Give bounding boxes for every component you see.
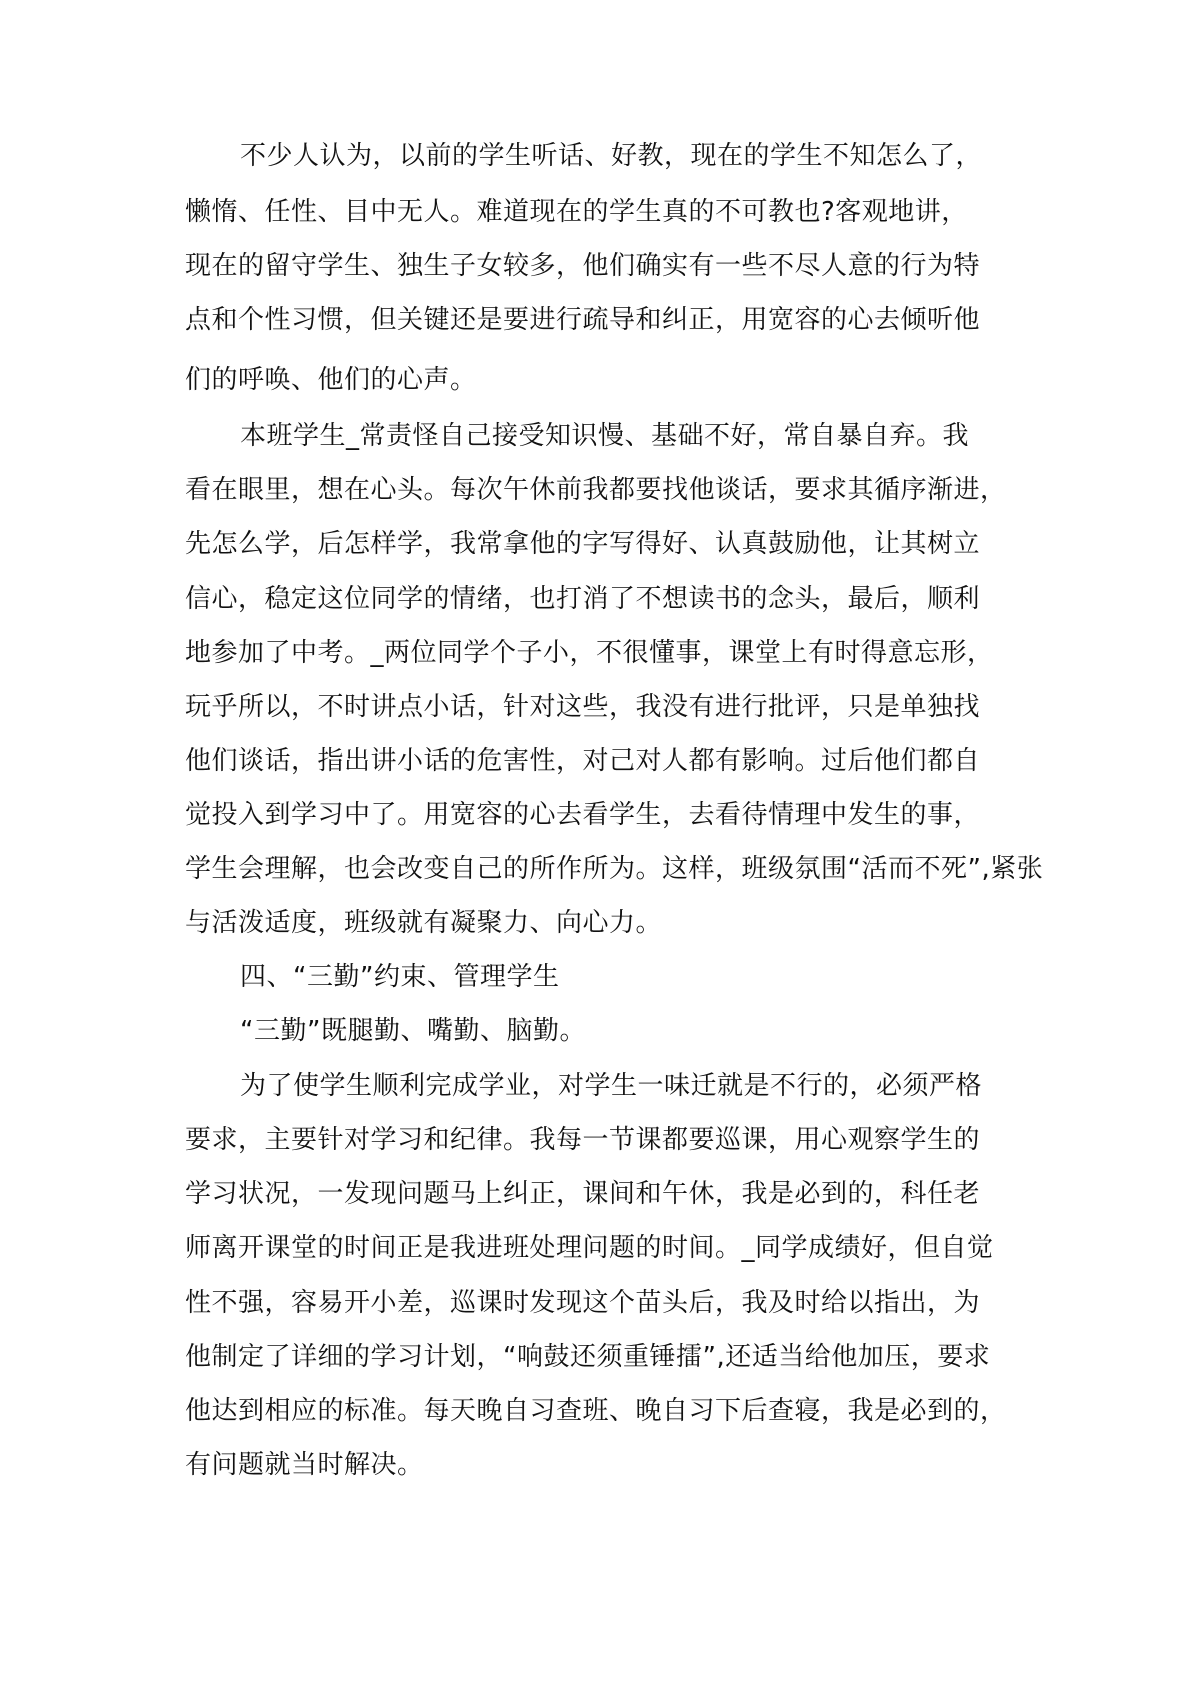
- text-line: 看在眼里，想在心头。每次午休前我都要找他谈话，要求其循序渐进，: [185, 475, 1007, 505]
- text-line: 们的呼唤、他们的心声。: [185, 365, 477, 395]
- text-line: 为了使学生顺利完成学业，对学生一味迁就是不行的，必须严格: [240, 1071, 983, 1101]
- text-line: 他们谈话，指出讲小话的危害性，对己对人都有影响。过后他们都自: [185, 746, 981, 776]
- text-line: 不少人认为，以前的学生听话、好教，现在的学生不知怎么了，: [240, 141, 983, 171]
- text-line: 现在的留守学生、独生子女较多，他们确实有一些不尽人意的行为特: [185, 251, 981, 281]
- text-line: 点和个性习惯，但关键还是要进行疏导和纠正，用宽容的心去倾听他: [185, 305, 981, 335]
- text-line: 觉投入到学习中了。用宽容的心去看学生，去看待情理中发生的事，: [185, 800, 981, 830]
- text-line: 本班学生_常责怪自己接受知识慢、基础不好，常自暴自弃。我: [240, 421, 970, 451]
- text-line: 他达到相应的标准。每天晚自习查班、晚自习下后查寝，我是必到的，: [185, 1396, 1007, 1426]
- text-line: 与活泼适度，班级就有凝聚力、向心力。: [185, 908, 663, 938]
- text-line: 要求，主要针对学习和纪律。我每一节课都要巡课，用心观察学生的: [185, 1125, 981, 1155]
- text-line: 学习状况，一发现问题马上纠正，课间和午休，我是必到的，科任老: [185, 1179, 981, 1209]
- text-line: 先怎么学，后怎样学，我常拿他的字写得好、认真鼓励他，让其树立: [185, 529, 981, 559]
- text-line: 性不强，容易开小差，巡课时发现这个苗头后，我及时给以指出，为: [185, 1288, 981, 1318]
- text-line: “三勤”既腿勤、嘴勤、脑勤。: [240, 1016, 586, 1046]
- text-line: 有问题就当时解决。: [185, 1450, 424, 1480]
- text-line: 他制定了详细的学习计划，“响鼓还须重锤擂”,还适当给他加压，要求: [185, 1342, 991, 1372]
- text-line: 玩乎所以，不时讲点小话，针对这些，我没有进行批评，只是单独找: [185, 692, 981, 722]
- text-line: 学生会理解，也会改变自己的所作所为。这样，班级氛围“活而不死”,紧张: [185, 854, 1044, 884]
- text-line: 师离开课堂的时间正是我进班处理问题的时间。_同学成绩好，但自觉: [185, 1233, 994, 1263]
- text-line: 信心，稳定这位同学的情绪，也打消了不想读书的念头，最后，顺利: [185, 584, 981, 614]
- text-line: 地参加了中考。_两位同学个子小，不很懂事，课堂上有时得意忘形，: [185, 638, 994, 668]
- section-heading: 四、“三勤”约束、管理学生: [240, 962, 560, 992]
- text-line: 懒惰、任性、目中无人。难道现在的学生真的不可教也?客观地讲，: [185, 197, 968, 227]
